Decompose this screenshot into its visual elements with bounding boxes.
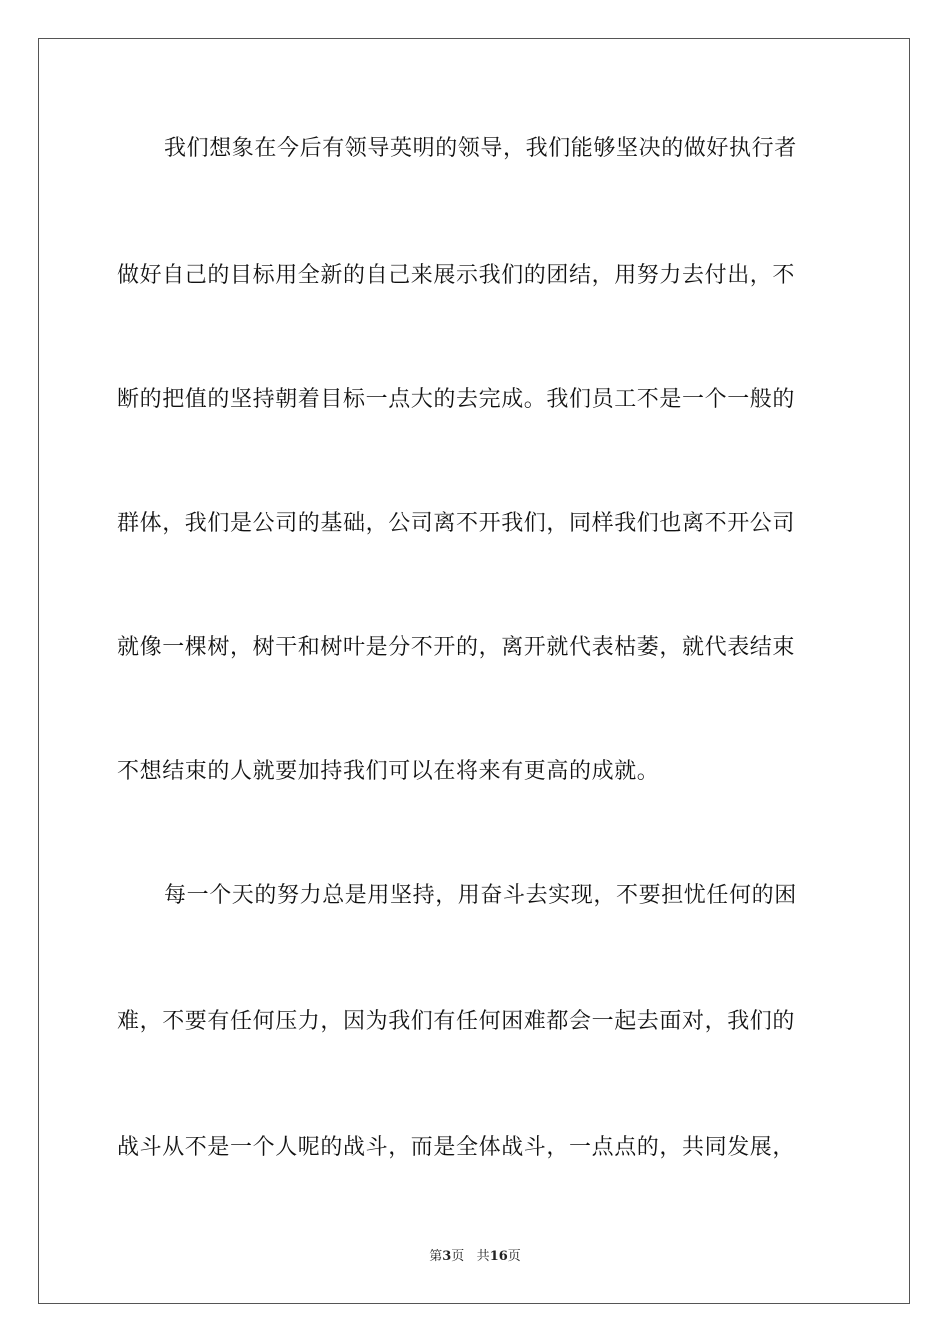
page-border [38, 38, 910, 1304]
total-pages: 16 [489, 1249, 508, 1264]
paragraph-1-line-6: 不想结束的人就要加持我们可以在将来有更高的成就。 [117, 759, 660, 784]
paragraph-2-line-2: 难，不要有任何压力，因为我们有任何困难都会一起去面对，我们的 [117, 1009, 796, 1034]
paragraph-1-line-4: 群体，我们是公司的基础，公司离不开我们，同样我们也离不开公司 [117, 511, 796, 536]
page-footer [0, 1248, 950, 1266]
paragraph-2-line-1: 每一个天的努力总是用坚持，用奋斗去实现，不要担忧任何的困 [164, 883, 797, 908]
paragraph-1-line-3: 断的把值的坚持朝着目标一点大的去完成。我们员工不是一个一般的 [117, 387, 796, 412]
page-number: 3 [442, 1249, 452, 1264]
total-suffix: 页 [507, 1249, 521, 1264]
total-prefix: 共 [476, 1249, 490, 1264]
page-prefix: 第 [429, 1249, 443, 1264]
paragraph-2-line-3: 战斗从不是一个人呢的战斗，而是全体战斗，一点点的，共同发展， [117, 1135, 796, 1160]
page-suffix: 页 [451, 1249, 465, 1264]
paragraph-1-line-1: 我们想象在今后有领导英明的领导，我们能够坚决的做好执行者 [164, 136, 797, 161]
paragraph-1-line-2: 做好自己的目标用全新的自己来展示我们的团结，用努力去付出，不 [117, 263, 796, 288]
paragraph-1-line-5: 就像一棵树，树干和树叶是分不开的，离开就代表枯萎，就代表结束 [117, 635, 796, 660]
